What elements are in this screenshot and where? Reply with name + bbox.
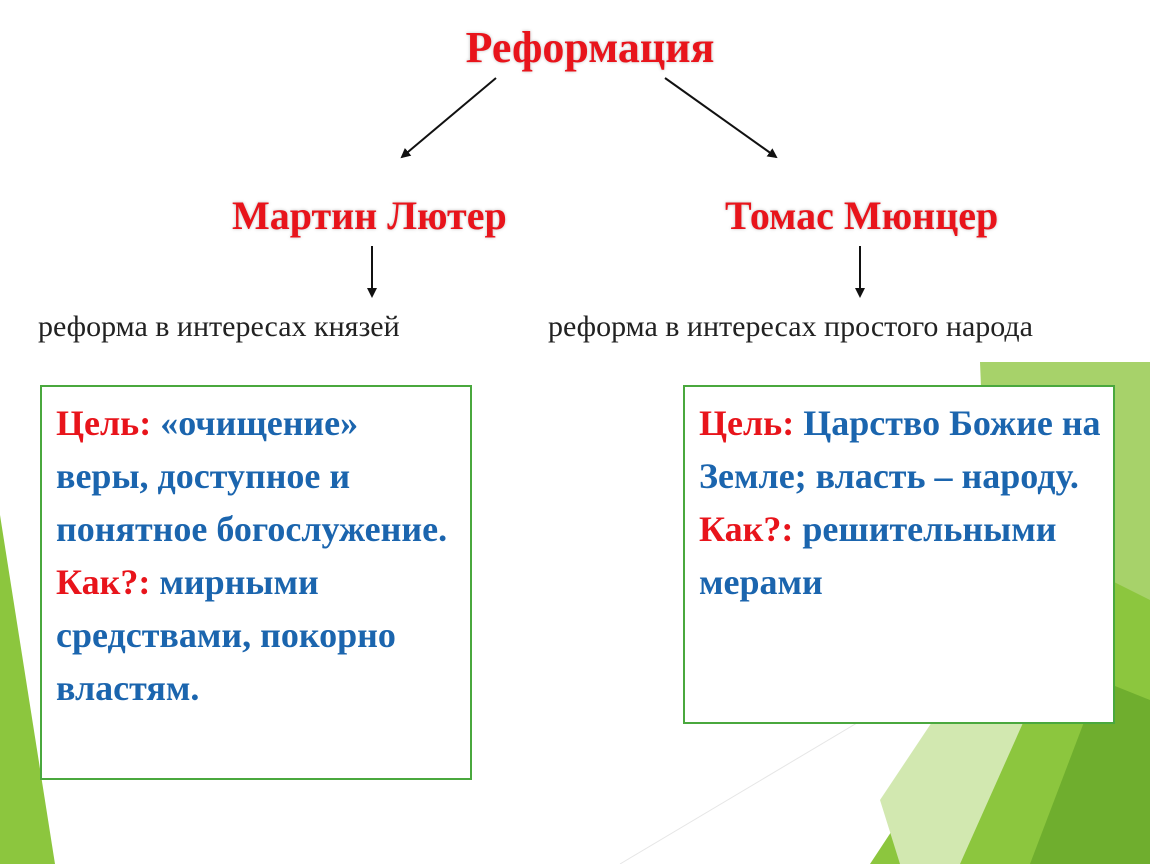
luther-note: реформа в интересах князей [38,310,400,343]
muntzer-how [699,503,1101,609]
luther-goal [56,397,458,556]
goal-label: Цель: [56,403,152,443]
luther-heading: Мартин Лютер [232,193,507,238]
muntzer-note: реформа в интересах простого народа [548,310,1033,343]
goal-text: «очищение» веры, доступное и понятное богослужение. [56,403,448,549]
muntzer-heading: Томас Мюнцер [725,193,999,238]
how-text: мирными средствами, покорно властям. [56,562,396,708]
muntzer-box [683,385,1115,724]
luther-box [40,385,472,780]
goal-text: Царство Божие на Земле; власть – народу. [699,403,1101,496]
how-label: Как?: [699,509,794,549]
diagram-title: Реформация [465,23,715,72]
how-label: Как?: [56,562,151,602]
how-text: решительными мерами [699,509,1057,602]
arrow-to-muntzer [665,78,776,157]
muntzer-goal [699,397,1101,503]
luther-how [56,556,458,715]
arrow-to-luther [402,78,496,157]
goal-label: Цель: [699,403,795,443]
